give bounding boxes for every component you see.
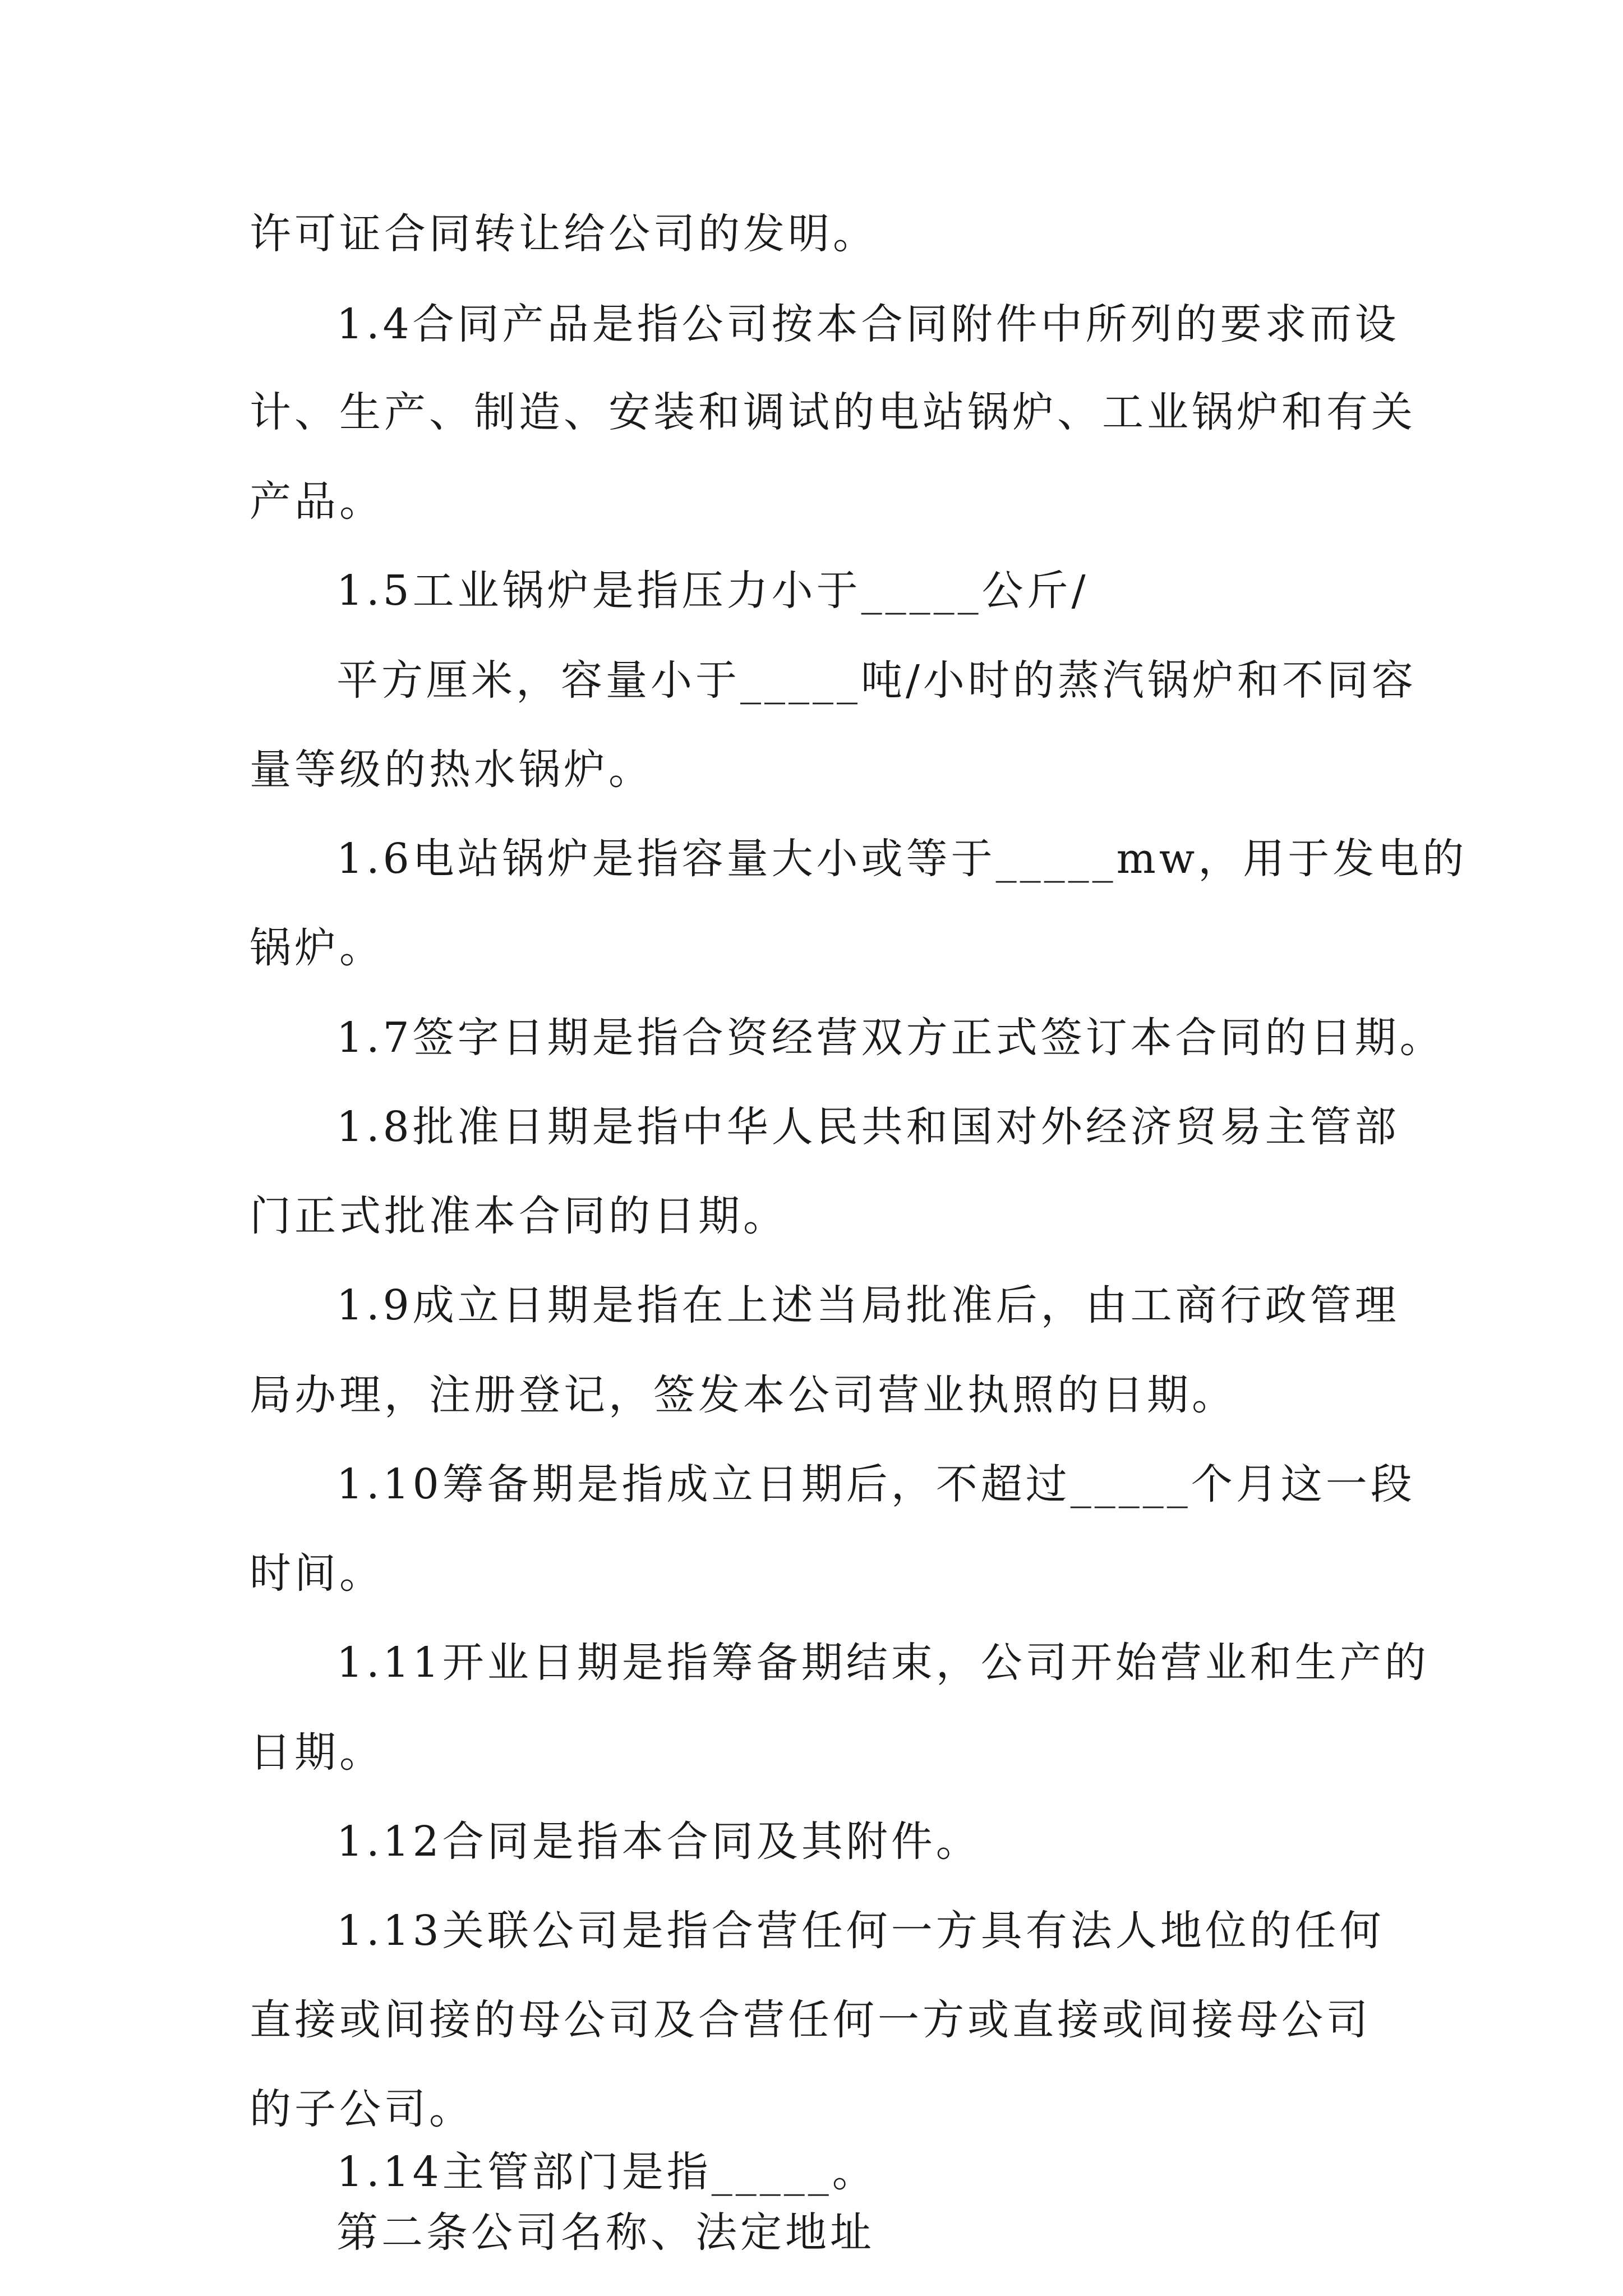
text-line: 1.5工业锅炉是指压力小于_____公斤/ <box>336 567 1089 615</box>
text-line: 1.6电站锅炉是指容量大小或等于_____mw，用于发电的 <box>336 835 1468 883</box>
text-line: 计、生产、制造、安装和调试的电站锅炉、工业锅炉和有关 <box>250 388 1416 436</box>
text-line: 局办理，注册登记，签发本公司营业执照的日期。 <box>250 1371 1237 1419</box>
text-line: 门正式批准本合同的日期。 <box>250 1192 788 1240</box>
text-line: 1.7签字日期是指合资经营双方正式签订本合同的日期。 <box>336 1014 1445 1062</box>
text-line: 量等级的热水锅炉。 <box>250 746 653 794</box>
text-line: 平方厘米，容量小于_____吨/小时的蒸汽锅炉和不同容 <box>336 656 1417 705</box>
text-line: 1.10筹备期是指成立日期后，不超过_____个月这一段 <box>336 1460 1415 1508</box>
text-line: 1.14主管部门是指_____。 <box>336 2148 877 2196</box>
text-line: 直接或间接的母公司及合营任何一方或直接或间接母公司 <box>250 1996 1371 2044</box>
text-line: 许可证合同转让给公司的发明。 <box>250 210 878 258</box>
text-line: 日期。 <box>250 1728 384 1777</box>
text-line: 产品。 <box>250 477 384 526</box>
text-line: 1.9成立日期是指在上述当局批准后，由工商行政管理 <box>336 1281 1400 1329</box>
text-line: 的子公司。 <box>250 2085 474 2133</box>
section-heading: 第二条公司名称、法定地址 <box>336 2208 875 2257</box>
text-line: 1.13关联公司是指合营任何一方具有法人地位的任何 <box>336 1907 1385 1955</box>
text-line: 时间。 <box>250 1549 384 1598</box>
text-line: 1.12合同是指本合同及其附件。 <box>336 1818 981 1866</box>
text-line: 1.4合同产品是指公司按本合同附件中所列的要求而设 <box>336 300 1400 348</box>
text-line: 1.8批准日期是指中华人民共和国对外经济贸易主管部 <box>336 1103 1400 1151</box>
text-line: 1.11开业日期是指筹备期结束，公司开始营业和生产的 <box>336 1639 1430 1687</box>
text-line: 锅炉。 <box>250 924 384 972</box>
